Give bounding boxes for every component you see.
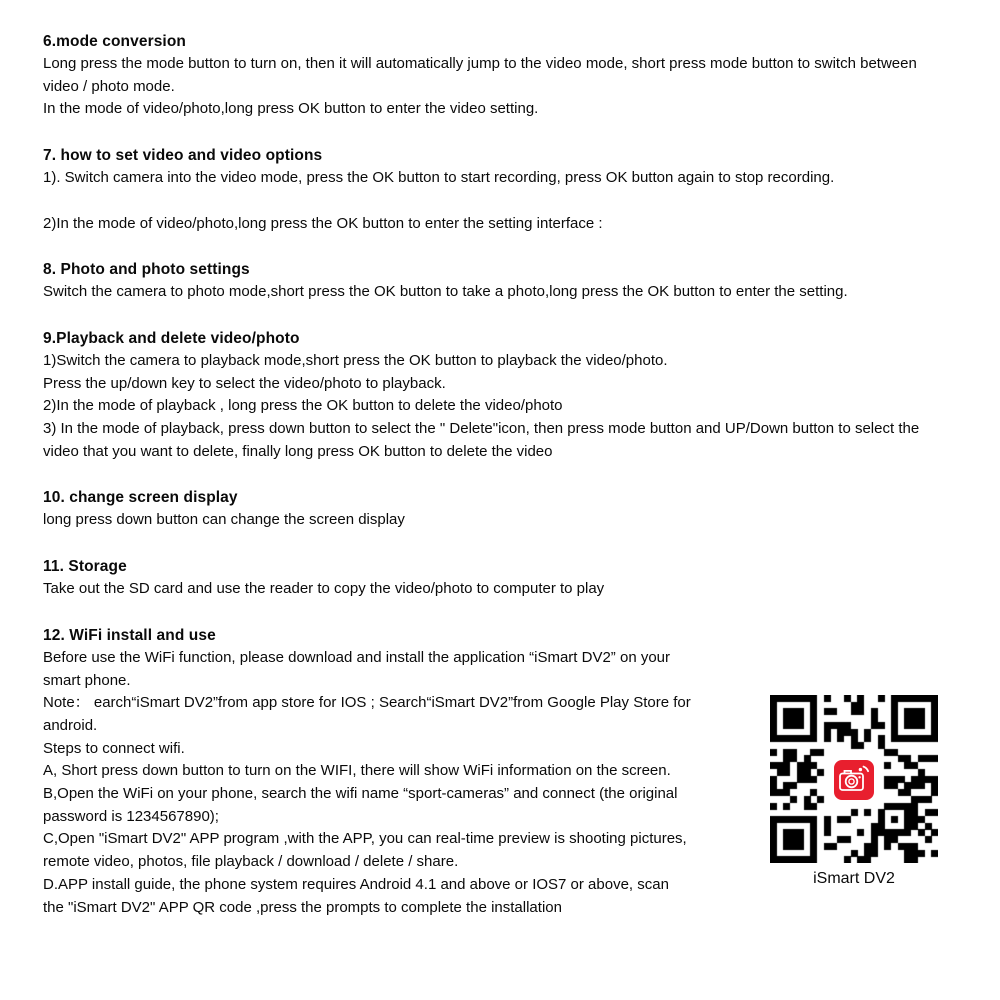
qr-block [770,695,938,888]
section-9 [43,327,980,464]
section-heading: 9.Playback and delete video/photo [43,329,300,347]
section-6 [43,30,980,121]
section-heading: 8. Photo and photo settings [43,261,250,279]
section-line: android. [43,716,98,734]
section-line: password is 1234567890); [43,807,219,825]
section-heading: 10. change screen display [43,489,238,507]
section-heading: 11. Storage [43,558,127,576]
section-10 [43,486,980,532]
section-line: Steps to connect wifi. [43,739,185,757]
section-7 [43,144,980,235]
section-line: In the mode of video/photo,long press OK button to enter the video setting. [43,100,539,118]
section-line: C,Open "iSmart DV2" APP program ,with the APP, you can real-time preview is shooting pictures, [43,830,687,848]
section-line: Long press the mode button to turn on, then it will automatically jump to the video mode, short press mode button to switch between [43,55,917,72]
qr-caption: iSmart DV2 [813,870,895,887]
section-line: Take out the SD card and use the reader to copy the video/photo to computer to play [43,580,605,598]
section-line: D.APP install guide, the phone system requires Android 4.1 and above or IOS7 or above, scan [43,875,669,893]
camera-wifi-icon [832,758,876,802]
section-line: 1). Switch camera into the video mode, press the OK button to start recording, press OK button again to stop recording. [43,169,835,187]
qr-code [770,695,938,863]
section-heading: 12. WiFi install and use [43,626,216,644]
section-heading: 7. how to set video and video options [43,147,323,165]
section-line: video / photo mode. [43,77,175,95]
section-8 [43,258,980,304]
section-line: A, Short press down button to turn on the WIFI, there will show WiFi information on the screen. [43,762,671,780]
section-line: Before use the WiFi function, please download and install the application “iSmart DV2” on your [43,648,671,666]
section-heading: 6.mode conversion [43,33,186,50]
section-line: the "iSmart DV2" APP QR code ,press the prompts to complete the installation [43,898,562,916]
section-line: remote video, photos, file playback / download / delete / share. [43,853,459,871]
section-line: smart phone. [43,671,131,689]
section-line: 2)In the mode of video/photo,long press the OK button to enter the setting interface : [43,214,603,232]
section-line: Switch the camera to photo mode,short press the OK button to take a photo,long press the OK button to enter the setting. [43,283,848,301]
section-line: Press the up/down key to select the video/photo to playback. [43,374,446,392]
section-line: long press down button can change the screen display [43,511,405,529]
section-line: Note： earch“iSmart DV2”from app store for IOS ; Search“iSmart DV2”from Google Play Store for [43,694,691,712]
section-line: 3) In the mode of playback, press down button to select the " Delete"icon, then press mode button and UP/Down button to select the [43,420,920,438]
section-11 [43,555,980,601]
section-line [43,190,980,213]
section-line: 2)In the mode of playback , long press the OK button to delete the video/photo [43,397,563,415]
section-line: video that you want to delete, finally long press OK button to delete the video [43,442,553,460]
section-line: B,Open the WiFi on your phone, search the wifi name “sport-cameras” and connect (the original [43,785,678,803]
section-line: 1)Switch the camera to playback mode,short press the OK button to playback the video/photo. [43,351,668,369]
